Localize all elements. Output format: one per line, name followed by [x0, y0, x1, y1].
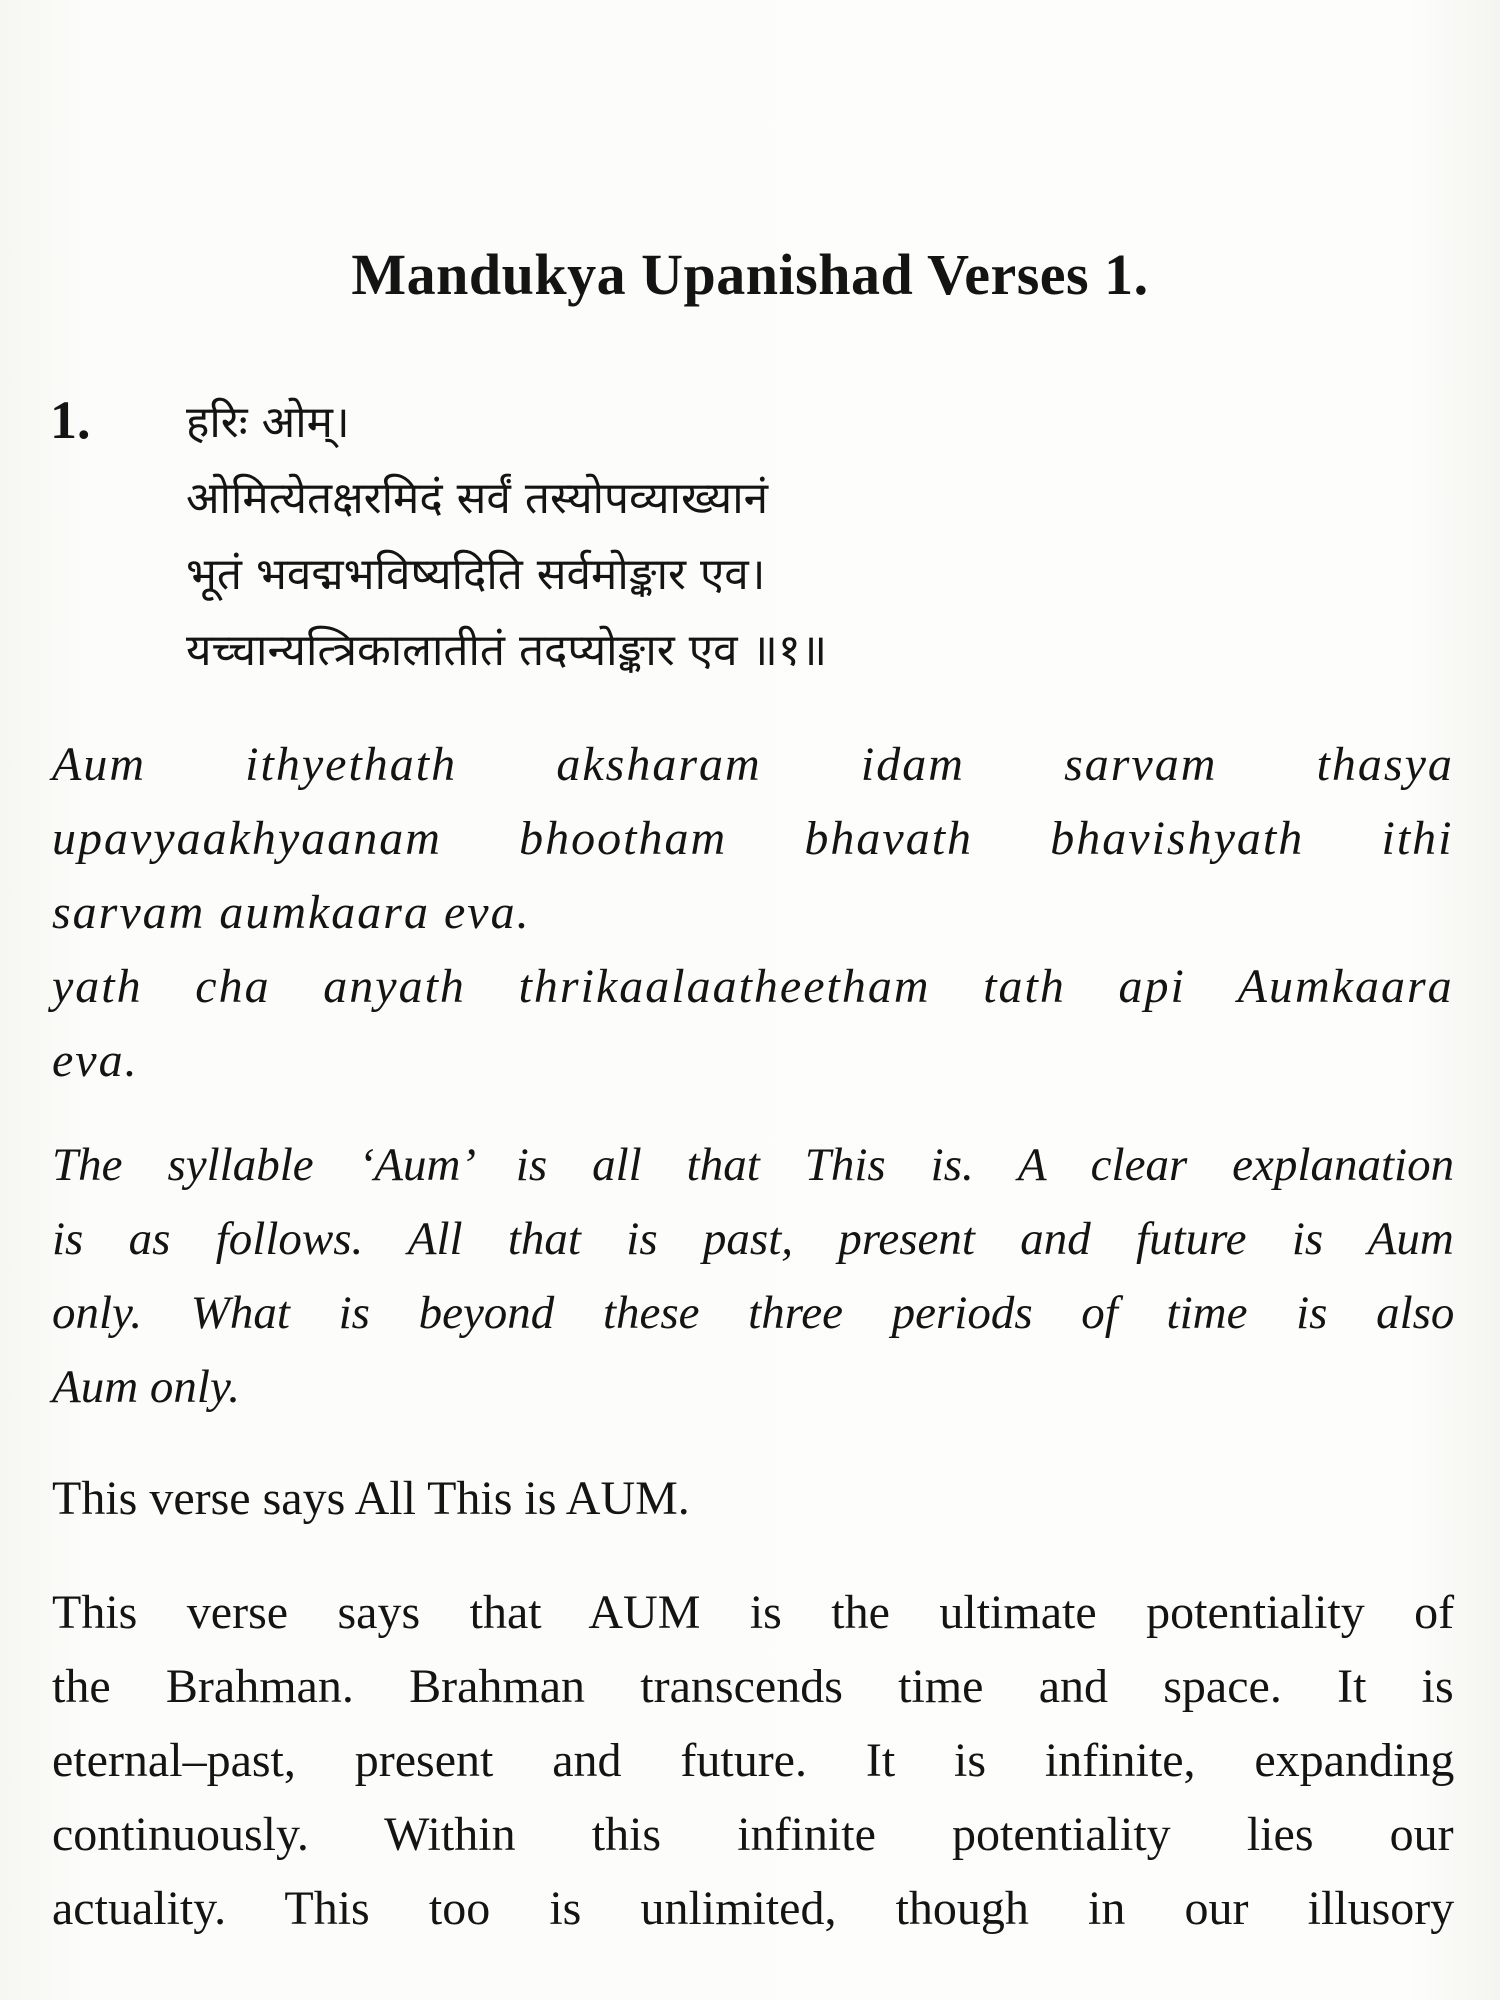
transliteration-line: upavyaakhyaanam bhootham bhavath bhavishyath ithi	[52, 812, 1454, 865]
devanagari-verse-lines	[186, 385, 1436, 689]
devanagari-line: यच्चान्यत्त्रिकालातीतं तदप्योङ्कार एव ॥१॥	[186, 625, 828, 676]
verse-number: 1.	[50, 390, 91, 450]
transliteration-line: sarvam aumkaara eva.	[52, 886, 531, 939]
commentary-line: the Brahman. Brahman transcends time and space. It is	[52, 1660, 1454, 1713]
commentary-line: This verse says that AUM is the ultimate potentiality of	[52, 1586, 1455, 1639]
devanagari-line: हरिः ओम्।	[186, 397, 350, 448]
translation-line: only. What is beyond these three periods of time is also	[52, 1287, 1455, 1339]
transliteration-line: eva.	[52, 1034, 139, 1087]
transliteration-line: yath cha anyath thrikaalaatheetham tath api Aumkaara	[52, 960, 1454, 1013]
translation-paragraph	[52, 1128, 1454, 1424]
translation-line: Aum only.	[52, 1361, 240, 1413]
translation-line: The syllable ‘Aum’ is all that This is. A clear explanation	[52, 1139, 1455, 1191]
transliteration-line: Aum ithyethath aksharam idam sarvam thasya	[52, 738, 1454, 791]
commentary-line: continuously. Within this infinite potentiality lies our	[52, 1808, 1454, 1861]
summary-paragraph: This verse says All This is AUM.	[52, 1472, 690, 1525]
commentary-paragraph	[52, 1576, 1454, 1946]
devanagari-line: भूतं भवद्मभविष्यदिति सर्वमोङ्कार एव।	[186, 549, 766, 600]
commentary-line: actuality. This too is unlimited, though in our illusory	[52, 1882, 1455, 1935]
transliteration-paragraph	[52, 728, 1454, 1098]
devanagari-line: ओमित्येतक्षरमिदं सर्वं तस्योपव्याख्यानं	[186, 473, 769, 524]
commentary-line: eternal–past, present and future. It is infinite, expanding	[52, 1734, 1455, 1787]
page-title: Mandukya Upanishad Verses 1.	[351, 242, 1149, 307]
translation-line: is as follows. All that is past, present and future is Aum	[52, 1213, 1454, 1265]
